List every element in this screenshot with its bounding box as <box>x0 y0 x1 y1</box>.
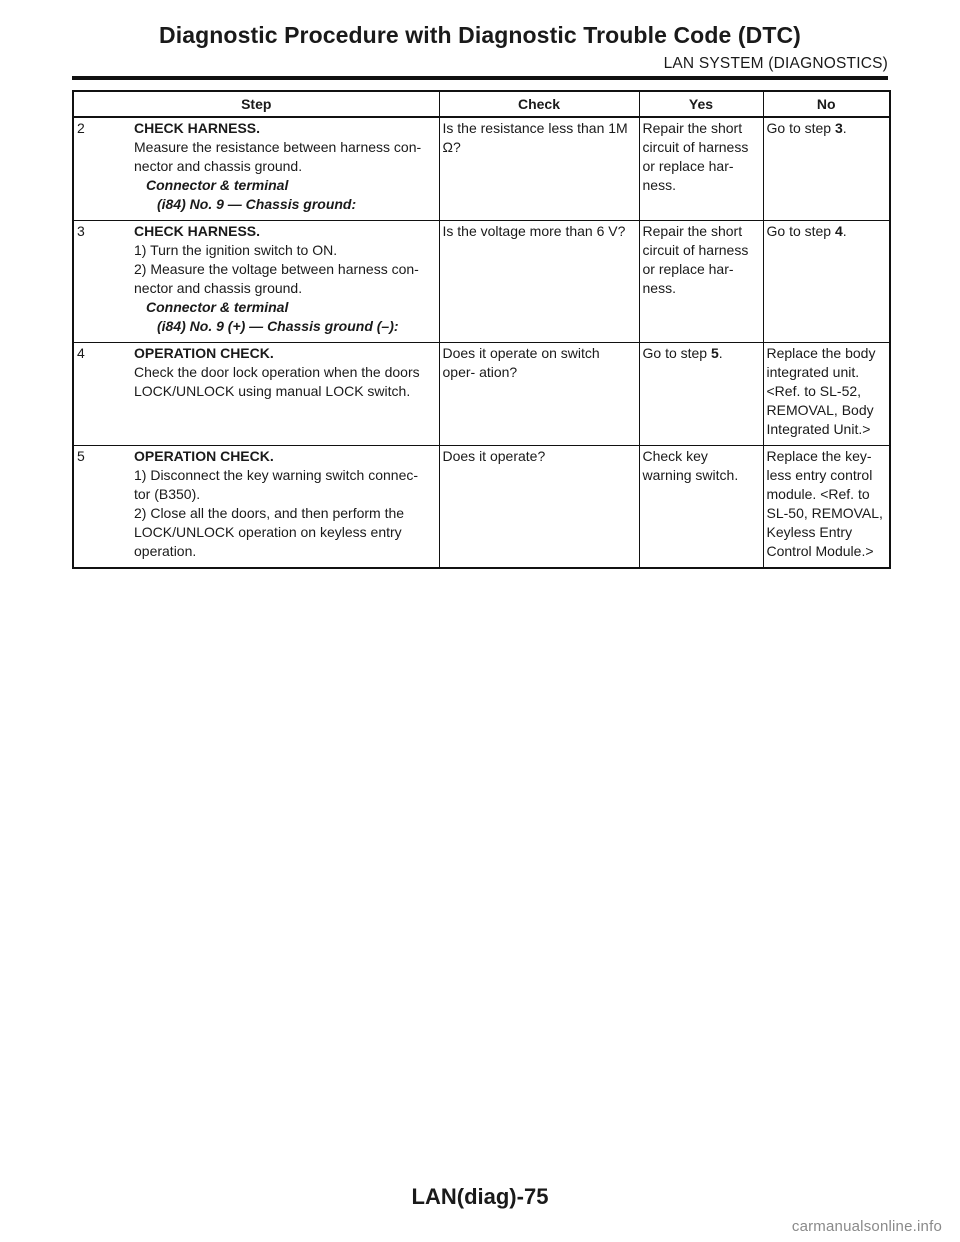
check-cell: Does it operate on switch oper- ation? <box>439 343 639 446</box>
yes-cell: Repair the short circuit of harness or replace har- ness. <box>639 221 763 343</box>
step-instruction: LOCK/UNLOCK using manual LOCK switch. <box>134 383 411 399</box>
connector-label: Connector & terminal <box>146 299 289 315</box>
step-instruction: LOCK/UNLOCK operation on keyless entry <box>134 524 402 540</box>
no-cell <box>763 117 890 221</box>
table-row <box>73 446 890 569</box>
step-title: CHECK HARNESS. <box>134 223 261 239</box>
goto-step-link[interactable]: 3 <box>834 120 843 136</box>
no-text: Go to step <box>766 120 835 136</box>
column-header-yes: Yes <box>639 91 763 117</box>
yes-text: Go to step <box>642 345 711 361</box>
step-instruction: 1) Disconnect the key warning switch connec- <box>134 467 419 483</box>
step-instruction: 2) Close all the doors, and then perform the <box>134 505 405 521</box>
step-instruction: tor (B350). <box>134 486 201 502</box>
step-instruction: operation. <box>134 543 197 559</box>
goto-step-link[interactable]: 4 <box>834 223 843 239</box>
step-cell <box>73 446 439 569</box>
column-header-no: No <box>763 91 890 117</box>
step-title: CHECK HARNESS. <box>134 120 261 136</box>
step-cell <box>73 221 439 343</box>
step-instruction: Measure the resistance between harness con- <box>134 139 422 155</box>
yes-cell: Repair the short circuit of harness or replace har- ness. <box>639 117 763 221</box>
column-header-step: Step <box>73 91 439 117</box>
step-instruction: Check the door lock operation when the doors <box>134 364 420 380</box>
no-cell <box>763 221 890 343</box>
table-row <box>73 343 890 446</box>
terminal-spec: (i84) No. 9 (+) — Chassis ground (–): <box>157 318 399 334</box>
no-cell: Replace the key- less entry control module. <Ref. to SL-50, REMOVAL, Keyless Entry Control Module.> <box>763 446 890 569</box>
no-text-suffix: . <box>842 223 847 239</box>
step-instruction: nector and chassis ground. <box>134 280 303 296</box>
yes-text-suffix: . <box>718 345 723 361</box>
diagnostic-procedure-table <box>72 90 891 569</box>
check-cell: Is the resistance less than 1M Ω? <box>439 117 639 221</box>
table-row <box>73 117 890 221</box>
no-text-suffix: . <box>842 120 847 136</box>
section-subtitle: LAN SYSTEM (DIAGNOSTICS) <box>663 55 888 72</box>
step-number: 3 <box>77 223 85 239</box>
step-number: 2 <box>77 120 85 136</box>
table-row <box>73 221 890 343</box>
step-instruction: nector and chassis ground. <box>134 158 303 174</box>
check-cell: Does it operate? <box>439 446 639 569</box>
terminal-spec: (i84) No. 9 — Chassis ground: <box>157 196 357 212</box>
yes-cell: Check key warning switch. <box>639 446 763 569</box>
step-instruction: 1) Turn the ignition switch to ON. <box>134 242 338 258</box>
watermark: carmanualsonline.info <box>791 1218 942 1235</box>
check-cell: Is the voltage more than 6 V? <box>439 221 639 343</box>
connector-label: Connector & terminal <box>146 177 289 193</box>
step-cell <box>73 117 439 221</box>
yes-cell <box>639 343 763 446</box>
column-header-check: Check <box>439 91 639 117</box>
step-title: OPERATION CHECK. <box>134 345 274 361</box>
step-number: 5 <box>77 448 85 464</box>
no-cell: Replace the body integrated unit. <Ref. to SL-52, REMOVAL, Body Integrated Unit.> <box>763 343 890 446</box>
page-title: Diagnostic Procedure with Diagnostic Trouble Code (DTC) <box>159 22 801 48</box>
step-number: 4 <box>77 345 85 361</box>
table-header-row <box>73 91 890 117</box>
goto-step-link[interactable]: 5 <box>710 345 719 361</box>
step-title: OPERATION CHECK. <box>134 448 274 464</box>
page-number: LAN(diag)-75 <box>411 1184 549 1209</box>
step-instruction: 2) Measure the voltage between harness con- <box>134 261 419 277</box>
header-divider <box>72 76 888 80</box>
step-cell <box>73 343 439 446</box>
no-text: Go to step <box>766 223 835 239</box>
